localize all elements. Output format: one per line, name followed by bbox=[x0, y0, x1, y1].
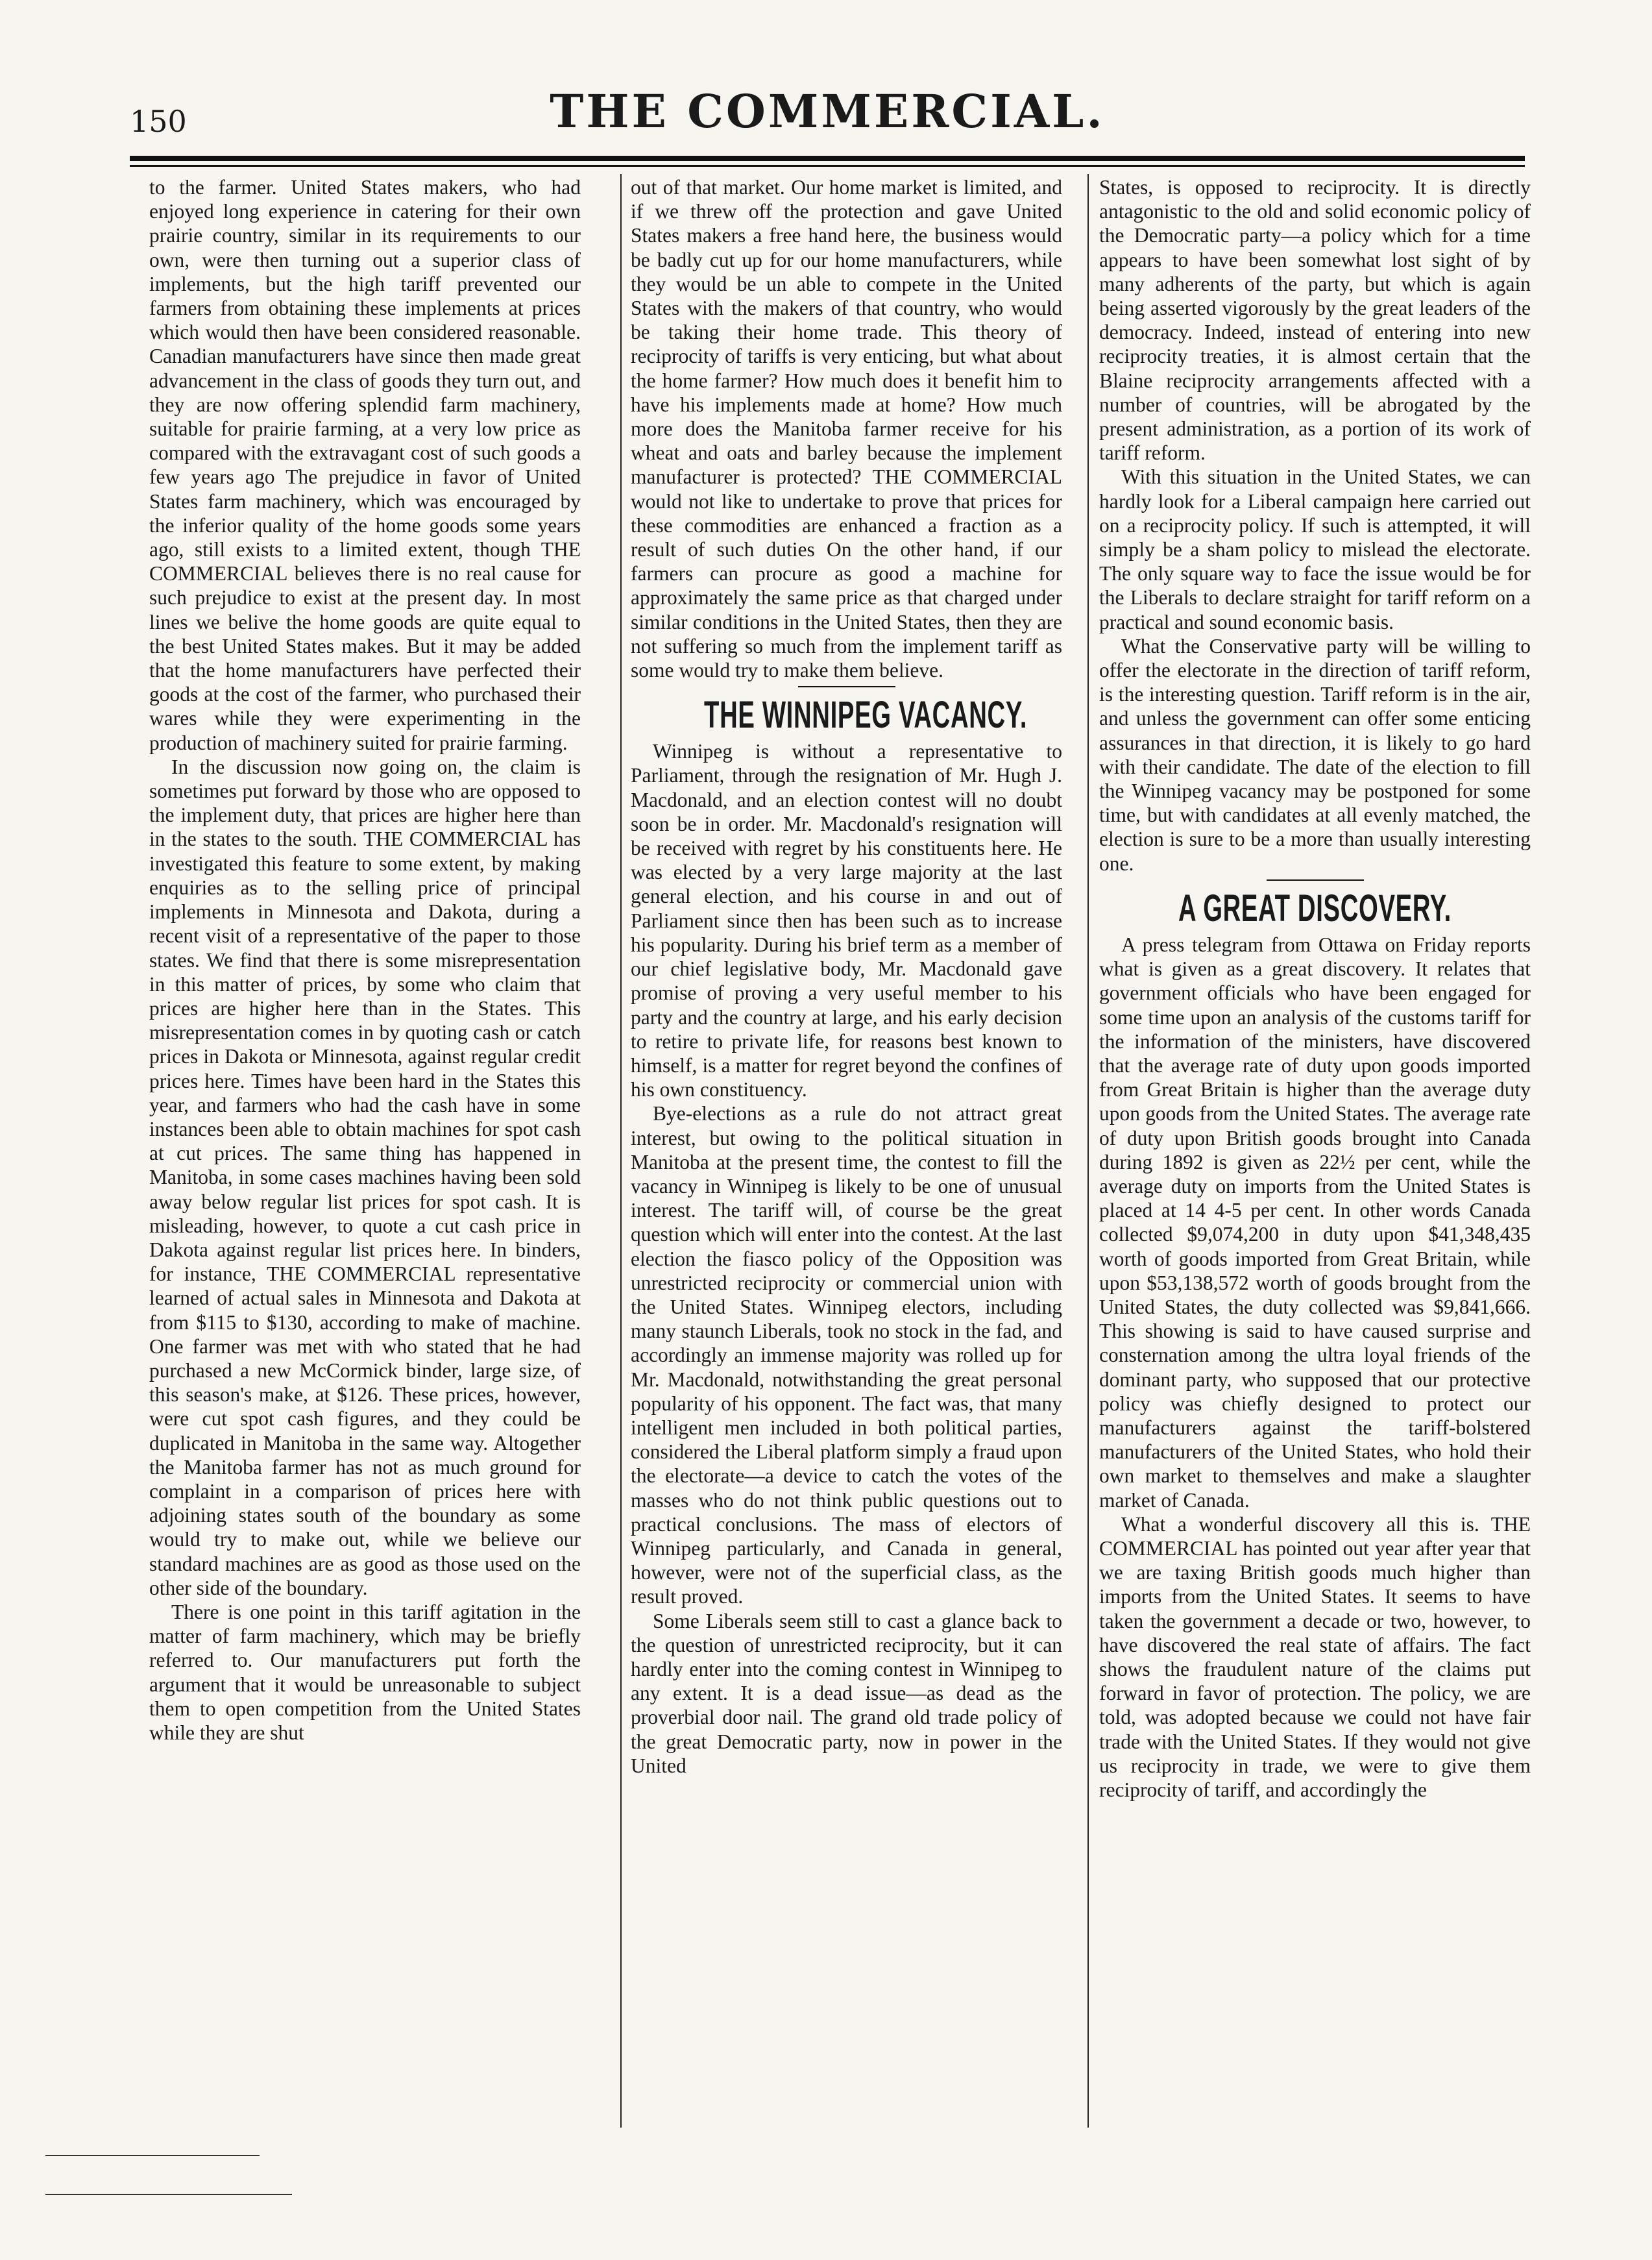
masthead: THE COMMERCIAL. bbox=[550, 84, 1105, 138]
col3-paragraph-4: A press telegram from Ottawa on Friday reports what is given as a great discovery. It relates that government officials who have been engaged for some time upon an analysis of the customs tariff for the information of the ministers, have discovered that the average rate of duty upon goods imported from Great Britain is higher than the average duty upon goods from the United States. The average rate of duty upon British goods brought into Canada during 1892 is given as 22½ per cent, while the average duty on imports from the United States is placed at 14 4-5 per cent. In other words Canada collected $9,074,200 in duty upon $41,348,435 worth of goods imported from Great Britain, while upon $53,138,572 worth of goods brought from the United States, the duty collected was $9,841,666. This showing is said to have caused surprise and consternation among the ultra loyal friends of the dominant party, who supposed that our protective policy was chiefly designed to protect our manufacturers against the tariff-bolstered manufacturers of the United States, who hold their own market to themselves and make a slaughter market of Canada. bbox=[1099, 933, 1531, 1512]
col2-paragraph-3: Bye-elections as a rule do not attract great interest, but owing to the political situation in Manitoba at the present time, the contest to fill the vacancy in Winnipeg is likely to be one of unusual interest. The tariff will, of course be the great question which will enter into the contest. At the last election the fiasco policy of the Opposition was unrestricted reciprocity or commercial union with the United States. Winnipeg electors, including many staunch Liberals, took no stock in the fad, and accordingly an immense majority was rolled up for Mr. Macdonald, notwithstanding the great personal popularity of his opponent. The fact was, that many intelligent men included in both political parties, considered the Liberal platform simply a fraud upon the electorate—a device to catch the votes of the masses who do not think public questions out to practical conclusions. The mass of electors of Winnipeg particularly, and Canada in general, however, were not of the superficial class, as the result proved. bbox=[631, 1102, 1062, 1608]
article-heading-great-discovery: A GREAT DISCOVERY. bbox=[1178, 887, 1452, 929]
scan-mark bbox=[45, 2194, 292, 2195]
header-rule-thick bbox=[130, 156, 1525, 161]
col2-paragraph-1: out of that market. Our home market is limited, and if we threw off the protection and gave United States makers a free hand here, the business would be badly cut up for our home manufacturers, while they would be un able to compete in the United States with the makers of that country, who would be taking their home trade. This theory of reciprocity of tariffs is very enticing, but what about the home farmer? How much does it benefit him to have his implements made at home? How much more does the Manitoba farmer receive for his wheat and oats and barley because the implement manufacturer is protected? THE COMMERCIAL would not like to undertake to prove that prices for these commodities are enhanced a fraction as a result of such duties On the other hand, if our farmers can procure as good a machine for approximately the same price as that charged under similar conditions in the United States, then they are not suffering so much from the implement tariff as some would try to make them believe. bbox=[631, 176, 1062, 682]
col1-paragraph-3: There is one point in this tariff agitation in the matter of farm machinery, which may be briefly referred to. Our manufacturers put forth the argument that it would be unreasonable to subject them to open competition from the United States while they are shut bbox=[149, 1600, 581, 1744]
column-divider-2 bbox=[1087, 174, 1089, 2128]
column-3 bbox=[1099, 175, 1531, 1802]
col3-paragraph-1: States, is opposed to reciprocity. It is directly antagonistic to the old and solid economic policy of the Democratic party—a policy which for a time appears to have been somewhat lost sight of by many adherents of the party, but which is again being asserted vigorously by the great leaders of the democracy. Indeed, instead of entering into new reciprocity treaties, it is almost certain that the Blaine reciprocity arrangements affected with a number of countries, will be abrogated by the present administration, as a portion of its work of tariff reform. bbox=[1099, 176, 1531, 465]
header-rule-thin bbox=[130, 165, 1525, 167]
section-rule bbox=[1267, 879, 1364, 881]
article-heading-winnipeg-vacancy: THE WINNIPEG VACANCY. bbox=[704, 694, 1028, 737]
col1-paragraph-1: to the farmer. United States makers, who had enjoyed long experience in catering for their own prairie country, similar in its requirements to our own, were then turning out a superior class of implements, but the high tariff prevented our farmers from obtaining these implements at prices which would then have been considered reasonable. Canadian manufacturers have since then made great advancement in the class of goods they turn out, and they are now offering splendid farm machinery, suitable for prairie farming, at a very low price as compared with the extravagant cost of such goods a few years ago The prejudice in favor of United States farm machinery, which was encouraged by the inferior quality of the home goods some years ago, still exists to a limited extent, though THE COMMERCIAL believes there is no real cause for such prejudice to exist at the present day. In most lines we belive the home goods are quite equal to the best United States makes. But it may be added that the home manufacturers have perfected their goods at the cost of the farmer, who purchased their wares while they were experimenting in the production of machinery suited for prairie farming. bbox=[149, 176, 581, 754]
col1-paragraph-2: In the discussion now going on, the claim is sometimes put forward by those who are opposed to the implement duty, that prices are higher here than in the states to the south. THE COMMERCIAL has investigated this feature to some extent, by making enquiries as to the selling price of principal implements in Minnesota and Dakota, during a recent visit of a representative of the paper to those states. We find that there is some misrepresentation in this matter of prices, by some who claim that prices are higher here than in the States. This misrepresentation comes in by quoting cash or catch prices in Dakota or Minnesota, against regular credit prices here. Times have been hard in the States this year, and farmers who had the cash have in some instances been able to obtain machines for spot cash at cut prices. The same thing has happened in Manitoba, in some cases machines having been sold away below regular list prices for spot cash. It is misleading, however, to quote a cut cash price in Dakota against regular list prices here. In binders, for instance, THE COMMERCIAL representative learned of actual sales in Minnesota and Dakota at from $115 to $130, according to make of machine. One farmer was met with who stated that he had purchased a new McCormick binder, large size, of this season's make, at $126. These prices, however, were cut spot cash figures, and they could be duplicated in Manitoba in the same way. Altogether the Manitoba farmer has not as much ground for complaint in a comparison of prices here with adjoining states south of the boundary as some would try to make out, while we believe our standard machines are as good as those used on the other side of the boundary. bbox=[149, 755, 581, 1599]
col2-paragraph-2: Winnipeg is without a representative to Parliament, through the resignation of Mr. Hugh J. Macdonald, and an election contest will no doubt soon be in order. Mr. Macdonald's resignation will be received with regret by his constituents here. He was elected by a very large majority at the last general election, and his course in and out of Parliament since then has been such as to increase his popularity. During his brief term as a member of our chief legislative body, Mr. Macdonald gave promise of proving a very useful member to his party and the country at large, and his early decision to retire to private life, for reasons best known to himself, is a matter for regret beyond the confines of his own constituency. bbox=[631, 740, 1062, 1101]
column-divider-1 bbox=[620, 174, 622, 2128]
col3-paragraph-3: What the Conservative party will be willing to offer the electorate in the direction of tariff reform, is the interesting question. Tariff reform is in the air, and unless the government can offer some enticing assurances in that direction, it is likely to go hard with their candidate. The date of the election to fill the Winnipeg vacancy may be postponed for some time, but with candidates at all evenly matched, the election is sure to be a more than usually interesting one. bbox=[1099, 634, 1531, 875]
page-header bbox=[130, 78, 1525, 156]
section-rule bbox=[798, 686, 895, 687]
page-number: 150 bbox=[130, 104, 187, 139]
scan-mark bbox=[45, 2155, 260, 2156]
col3-paragraph-5: What a wonderful discovery all this is. THE COMMERCIAL has pointed out year after year that we are taxing British goods much higher than imports from the United States. It seems to have taken the government a decade or two, however, to have discovered the real state of affairs. The fact shows the fraudulent nature of the claims put forward in favor of protection. The policy, we are told, was adopted because we could not have fair trade with the United States. If they would not give us reciprocity in trade, we were to give them reciprocity of tariff, and accordingly the bbox=[1099, 1512, 1531, 1801]
column-1 bbox=[149, 175, 581, 1745]
col3-paragraph-2: With this situation in the United States, we can hardly look for a Liberal campaign here carried out on a reciprocity policy. If such is attempted, it will simply be a sham policy to mislead the electorate. The only square way to face the issue would be for the Liberals to declare straight for tariff reform on a practical and sound economic basis. bbox=[1099, 465, 1531, 633]
col2-paragraph-4: Some Liberals seem still to cast a glance back to the question of unrestricted reciprocity, but it can hardly enter into the coming contest in Winnipeg to any extent. It is a dead issue—as dead as the proverbial door nail. The grand old trade policy of the great Democratic party, now in power in the United bbox=[631, 1609, 1062, 1777]
column-2 bbox=[631, 175, 1062, 1778]
